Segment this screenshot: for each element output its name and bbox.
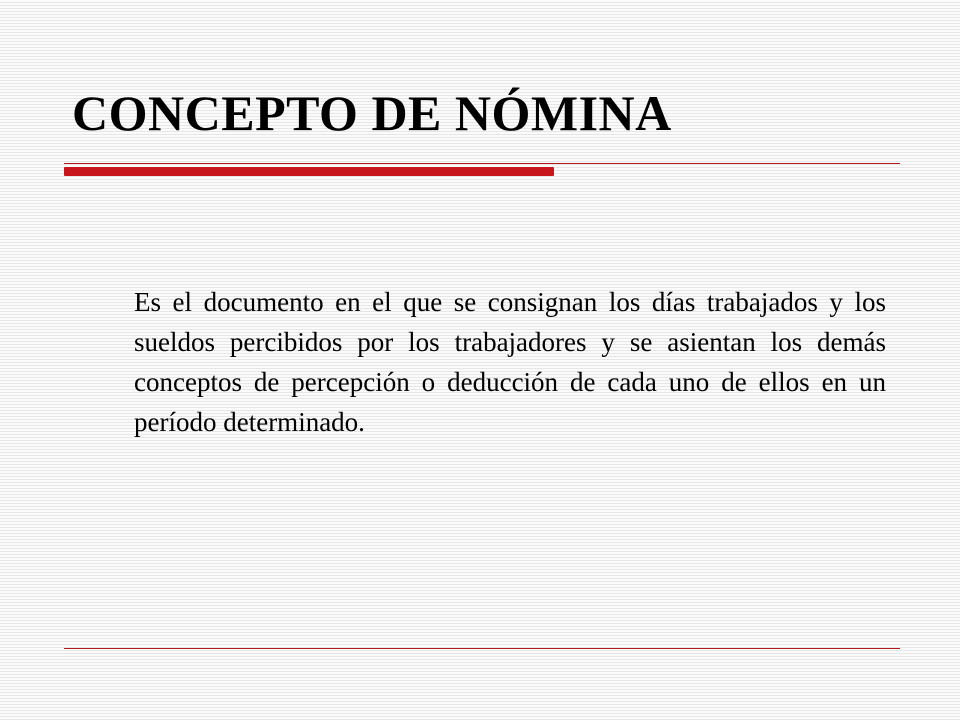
title-divider-accent	[64, 167, 554, 176]
slide-title: CONCEPTO DE NÓMINA	[72, 85, 672, 141]
footer-divider	[64, 648, 900, 649]
definition-paragraph: Es el documento en el que se consignan los días trabajados y los sueldos percibidos por los trabajadores y se asientan los demás conceptos de percepción o deducción de cada uno de ellos en un período determinado.	[134, 287, 886, 437]
title-divider-thin	[64, 163, 900, 164]
